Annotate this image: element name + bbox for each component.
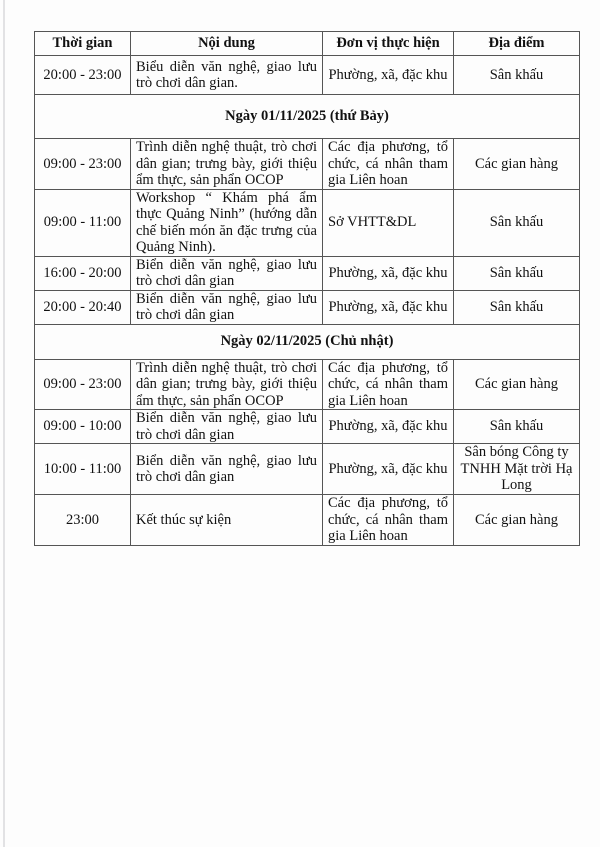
header-row xyxy=(35,32,580,56)
cell-content: Biểu diễn văn nghệ, giao lưu trò chơi dân gian. xyxy=(131,56,323,95)
header-location: Địa điểm xyxy=(454,32,580,56)
cell-unit: Phường, xã, đặc khu xyxy=(323,56,454,95)
cell-unit: Phường, xã, đặc khu xyxy=(323,444,454,495)
table-row xyxy=(35,139,580,190)
date-heading: Ngày 01/11/2025 (thứ Bảy) xyxy=(35,95,580,139)
date-heading: Ngày 02/11/2025 (Chủ nhật) xyxy=(35,324,580,359)
cell-time: 09:00 - 23:00 xyxy=(35,139,131,190)
cell-content: Workshop “ Khám phá ẩm thực Quảng Ninh” (hướng dẫn chế biến món ăn đặc trưng của Quảng Ninh). xyxy=(131,189,323,256)
header-content: Nội dung xyxy=(131,32,323,56)
cell-unit: Các địa phương, tổ chức, cá nhân tham gia Liên hoan xyxy=(323,359,454,410)
schedule-table xyxy=(34,31,580,546)
cell-time: 09:00 - 23:00 xyxy=(35,359,131,410)
page-edge xyxy=(3,0,5,847)
cell-content: Biển diễn văn nghệ, giao lưu trò chơi dân gian xyxy=(131,290,323,324)
cell-location: Các gian hàng xyxy=(454,359,580,410)
table-row xyxy=(35,495,580,546)
cell-content: Trình diễn nghệ thuật, trò chơi dân gian; trưng bày, giới thiệu ẩm thực, sản phẩn OCOP xyxy=(131,139,323,190)
cell-unit: Phường, xã, đặc khu xyxy=(323,290,454,324)
cell-location: Sân khấu xyxy=(454,256,580,290)
cell-unit: Sở VHTT&DL xyxy=(323,189,454,256)
cell-unit: Phường, xã, đặc khu xyxy=(323,256,454,290)
cell-location: Sân khấu xyxy=(454,56,580,95)
cell-unit: Các địa phương, tổ chức, cá nhân tham gia Liên hoan xyxy=(323,495,454,546)
header-unit: Đơn vị thực hiện xyxy=(323,32,454,56)
table-row xyxy=(35,256,580,290)
cell-content: Biển diễn văn nghệ, giao lưu trò chơi dân gian xyxy=(131,256,323,290)
cell-time: 23:00 xyxy=(35,495,131,546)
cell-time: 09:00 - 10:00 xyxy=(35,410,131,444)
cell-content: Biển diễn văn nghệ, giao lưu trò chơi dân gian xyxy=(131,444,323,495)
cell-location: Sân khấu xyxy=(454,290,580,324)
table-row xyxy=(35,359,580,410)
table-row xyxy=(35,189,580,256)
table-row xyxy=(35,290,580,324)
cell-unit: Các địa phương, tổ chức, cá nhân tham gia Liên hoan xyxy=(323,139,454,190)
table-row xyxy=(35,410,580,444)
date-row xyxy=(35,95,580,139)
cell-location: Sân khấu xyxy=(454,189,580,256)
cell-location: Các gian hàng xyxy=(454,139,580,190)
cell-time: 20:00 - 20:40 xyxy=(35,290,131,324)
cell-location: Sân bóng Công ty TNHH Mặt trời Hạ Long xyxy=(454,444,580,495)
cell-time: 20:00 - 23:00 xyxy=(35,56,131,95)
cell-time: 10:00 - 11:00 xyxy=(35,444,131,495)
cell-content: Trình diễn nghệ thuật, trò chơi dân gian; trưng bày, giới thiệu ẩm thực, sản phẩn OCOP xyxy=(131,359,323,410)
cell-content: Biển diễn văn nghệ, giao lưu trò chơi dân gian xyxy=(131,410,323,444)
cell-location: Sân khấu xyxy=(454,410,580,444)
cell-time: 09:00 - 11:00 xyxy=(35,189,131,256)
cell-location: Các gian hàng xyxy=(454,495,580,546)
table-row xyxy=(35,444,580,495)
cell-content: Kết thúc sự kiện xyxy=(131,495,323,546)
date-row xyxy=(35,324,580,359)
header-time: Thời gian xyxy=(35,32,131,56)
cell-time: 16:00 - 20:00 xyxy=(35,256,131,290)
cell-unit: Phường, xã, đặc khu xyxy=(323,410,454,444)
table-row xyxy=(35,56,580,95)
